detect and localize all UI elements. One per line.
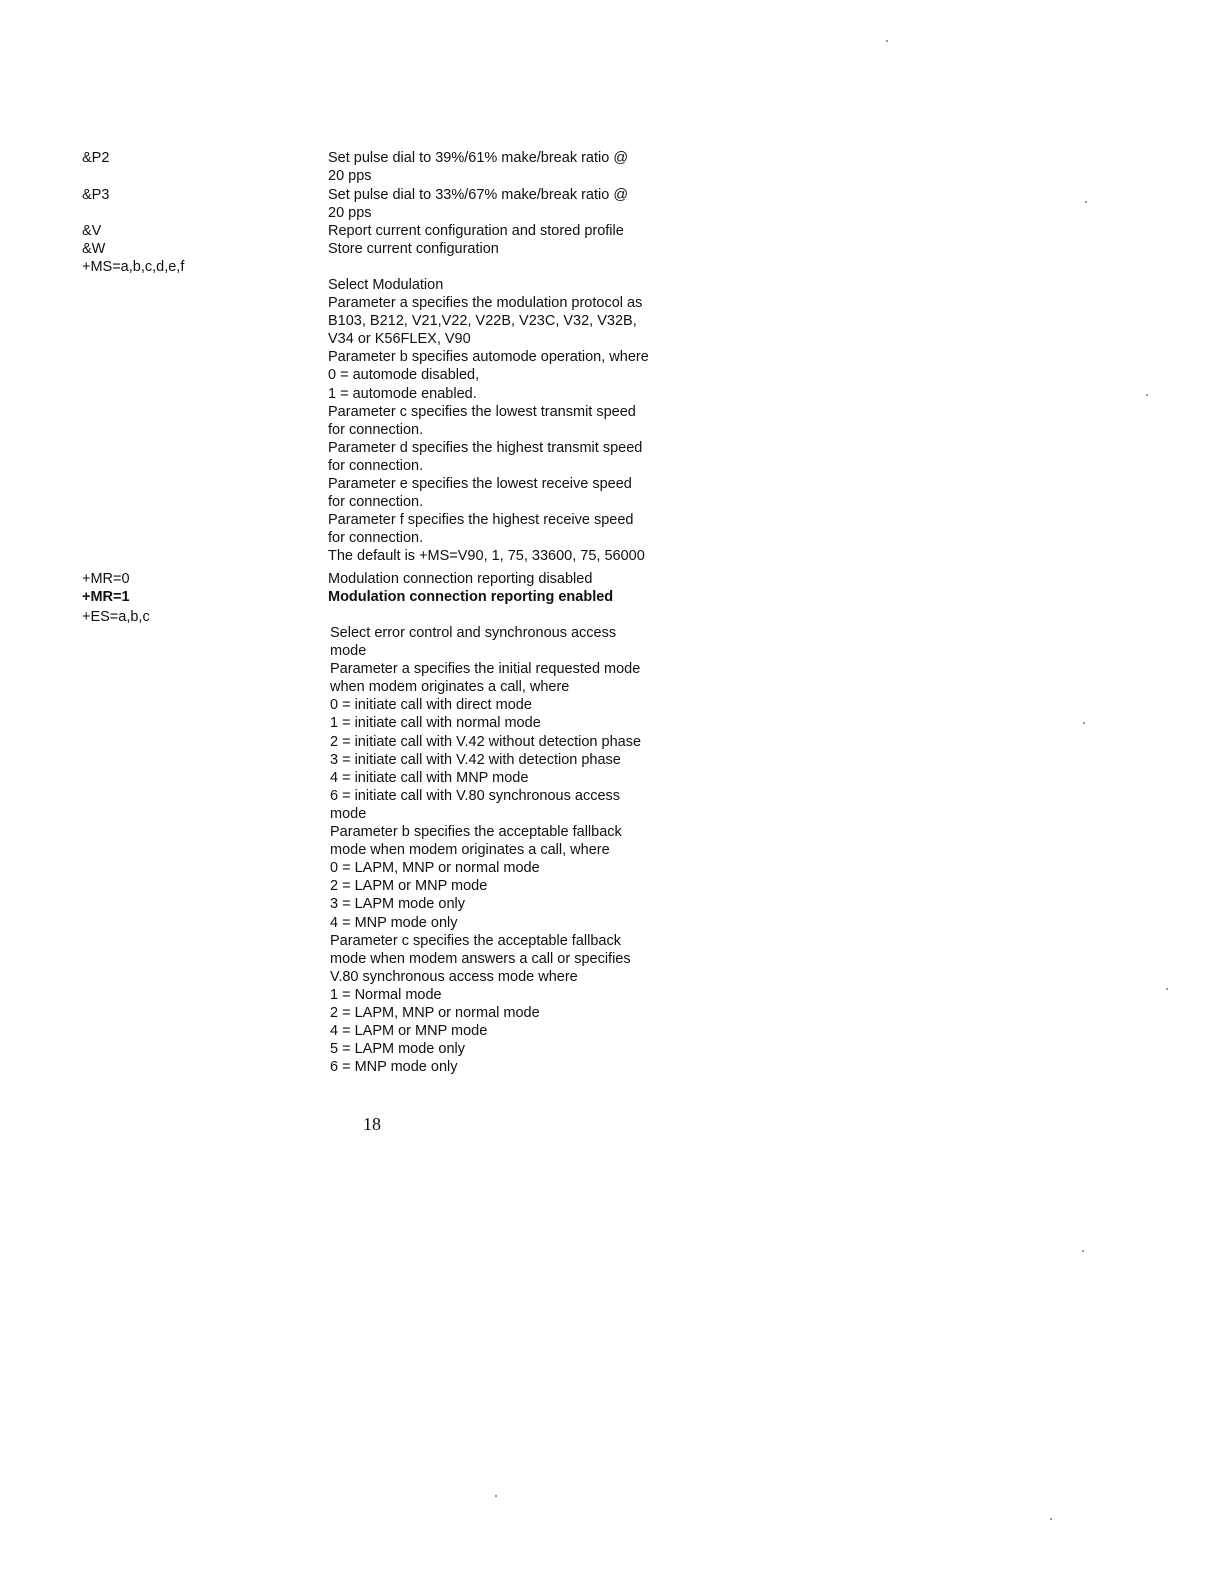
scan-speck xyxy=(1146,394,1148,396)
description-line: Select Modulation xyxy=(328,277,444,293)
description-line: V.80 synchronous access mode where xyxy=(330,968,578,985)
description-w xyxy=(328,240,674,258)
description-line: 1 = initiate call with normal mode xyxy=(330,715,541,732)
description-line: Set pulse dial to 39%/61% make/break ratio @ xyxy=(328,150,629,166)
description-line: 0 = LAPM, MNP or normal mode xyxy=(330,860,540,877)
description-line: Parameter c specifies the acceptable fallback xyxy=(330,932,621,949)
description-line: mode xyxy=(330,643,367,660)
description-line: 1 = automode enabled. xyxy=(328,385,477,402)
description-line: 0 = automode disabled, xyxy=(328,367,480,384)
description-line: 6 = initiate call with V.80 synchronous access xyxy=(330,787,621,804)
description-es xyxy=(330,624,676,1076)
description-line: for connection. xyxy=(328,494,424,511)
description-line: Set pulse dial to 33%/67% make/break ratio @ xyxy=(328,187,629,203)
description-line: B103, B212, V21,V22, V22B, V23C, V32, V32B, xyxy=(328,313,637,330)
scan-speck xyxy=(1083,722,1085,724)
description-p3 xyxy=(328,186,674,222)
command-mr0: +MR=0 xyxy=(82,571,130,587)
description-line: 2 = LAPM or MNP mode xyxy=(330,878,488,895)
description-line: Parameter e specifies the lowest receive speed xyxy=(328,476,632,493)
description-line: Parameter c specifies the lowest transmit speed xyxy=(328,403,636,420)
page-number: 18 xyxy=(363,1114,381,1134)
description-line: 20 pps xyxy=(328,205,372,222)
scan-speck xyxy=(495,1495,497,1497)
command-v: &V xyxy=(82,223,102,239)
command-ms: +MS=a,b,c,d,e,f xyxy=(82,259,185,275)
description-line: 3 = initiate call with V.42 with detection phase xyxy=(330,751,621,768)
description-line: Modulation connection reporting enabled xyxy=(328,589,614,605)
description-line: 1 = Normal mode xyxy=(330,986,442,1003)
description-line: for connection. xyxy=(328,457,424,474)
scan-speck xyxy=(1166,988,1168,990)
description-line: 3 = LAPM mode only xyxy=(330,896,466,913)
description-line: V34 or K56FLEX, V90 xyxy=(328,331,471,348)
description-line: Parameter a specifies the initial requested mode xyxy=(330,661,641,678)
command-es: +ES=a,b,c xyxy=(82,609,150,625)
description-line: 2 = initiate call with V.42 without detection phase xyxy=(330,733,642,750)
command-mr1: +MR=1 xyxy=(82,589,130,605)
description-line: 2 = LAPM, MNP or normal mode xyxy=(330,1004,540,1021)
description-line: Store current configuration xyxy=(328,241,499,257)
description-line: 4 = initiate call with MNP mode xyxy=(330,769,529,786)
scan-speck xyxy=(1050,1518,1052,1520)
description-line: Parameter a specifies the modulation protocol as xyxy=(328,295,643,312)
description-line: mode xyxy=(330,805,367,822)
description-line: for connection. xyxy=(328,530,424,547)
description-line: 20 pps xyxy=(328,168,372,185)
description-line: 4 = MNP mode only xyxy=(330,914,458,931)
description-line: when modem originates a call, where xyxy=(330,679,570,696)
description-line: Parameter d specifies the highest transmit speed xyxy=(328,439,643,456)
description-line: Parameter b specifies the acceptable fallback xyxy=(330,824,622,841)
description-mr1 xyxy=(328,588,674,606)
scan-speck xyxy=(886,40,888,42)
description-line: 4 = LAPM or MNP mode xyxy=(330,1023,488,1040)
description-ms xyxy=(328,276,674,566)
description-line: Parameter f specifies the highest receive speed xyxy=(328,512,634,529)
command-w: &W xyxy=(82,241,106,257)
description-line: mode when modem originates a call, where xyxy=(330,842,610,859)
description-line: 6 = MNP mode only xyxy=(330,1059,458,1076)
command-p3: &P3 xyxy=(82,187,110,203)
description-p2 xyxy=(328,149,674,185)
scan-speck xyxy=(1082,1250,1084,1252)
description-line: mode when modem answers a call or specifies xyxy=(330,950,631,967)
description-v xyxy=(328,222,674,240)
command-p2: &P2 xyxy=(82,150,110,166)
description-line: 5 = LAPM mode only xyxy=(330,1041,466,1058)
description-line: Modulation connection reporting disabled xyxy=(328,571,593,587)
description-line: Report current configuration and stored profile xyxy=(328,223,624,239)
description-line: The default is +MS=V90, 1, 75, 33600, 75, 56000 xyxy=(328,548,645,565)
scan-speck xyxy=(1085,201,1087,203)
description-line: 0 = initiate call with direct mode xyxy=(330,697,532,714)
description-line: Select error control and synchronous access xyxy=(330,625,617,641)
description-line: for connection. xyxy=(328,421,424,438)
description-line: Parameter b specifies automode operation, where xyxy=(328,349,649,366)
description-mr0 xyxy=(328,570,674,588)
